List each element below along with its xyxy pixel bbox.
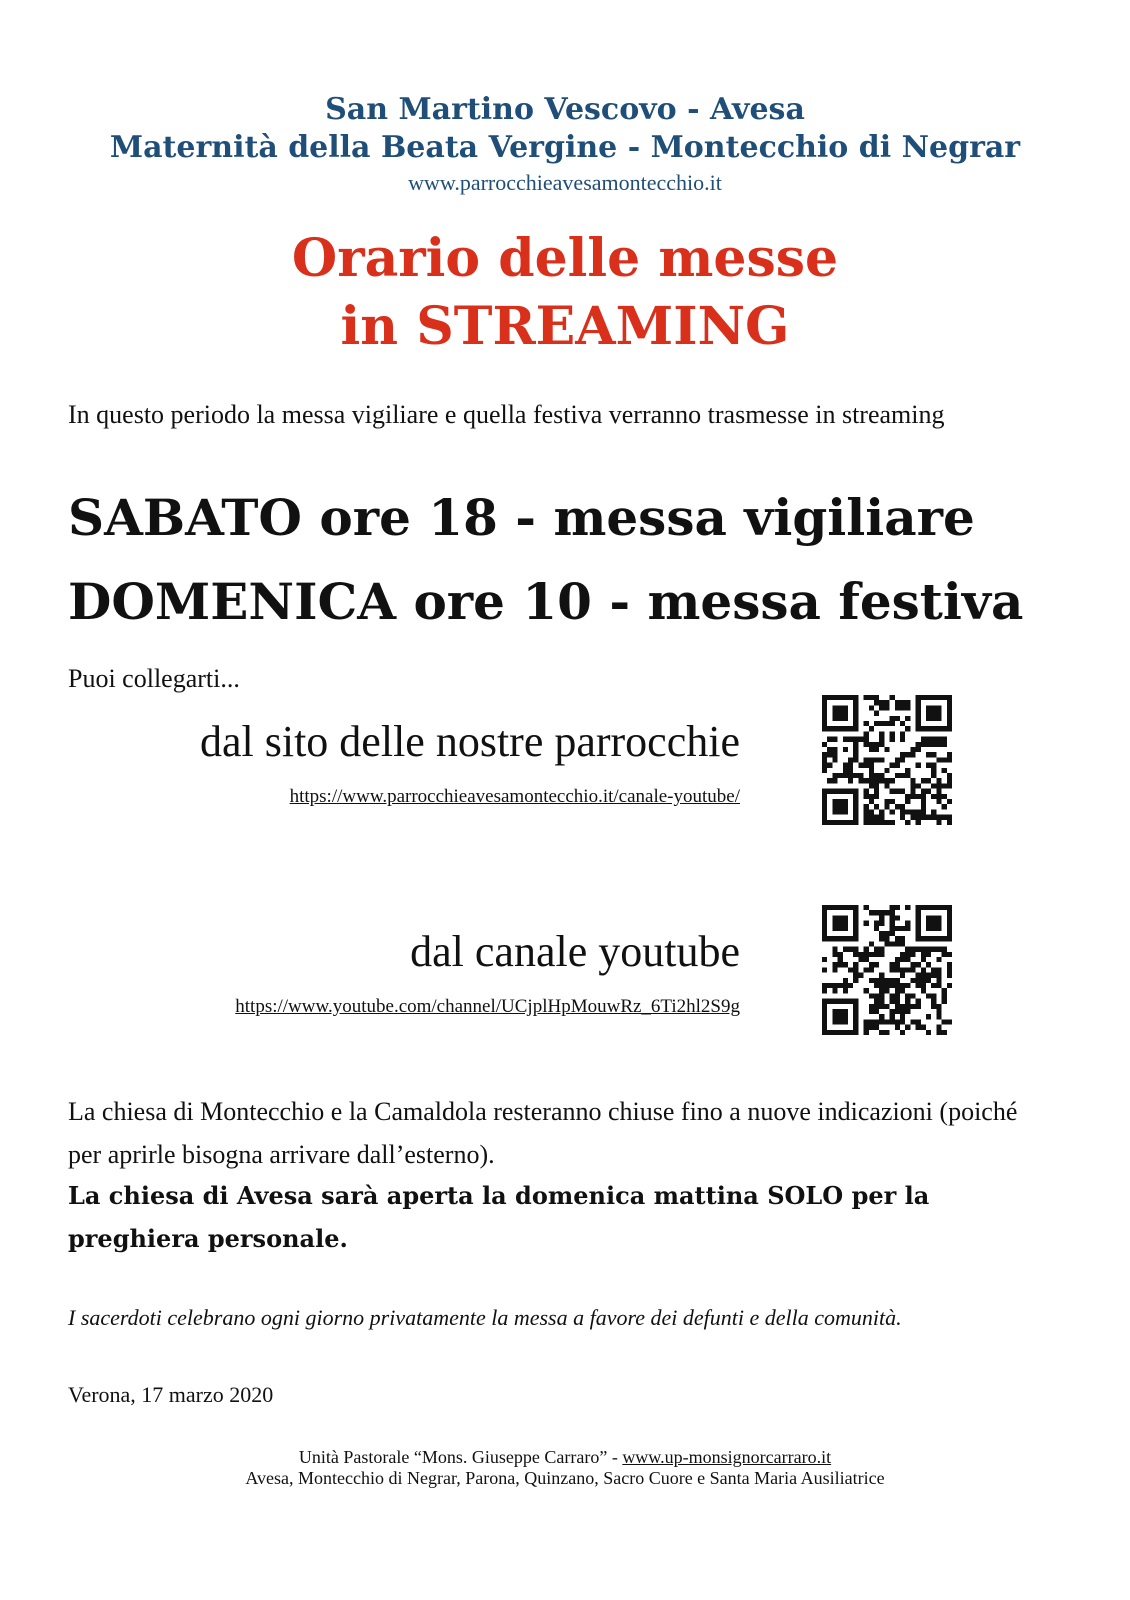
footer-unit-text: Unità Pastorale “Mons. Giuseppe Carraro” -	[298, 1447, 623, 1467]
date-line: Verona, 17 marzo 2020	[68, 1382, 274, 1407]
source-youtube-label: dal canale youtube	[410, 927, 740, 976]
notice-avesa-open: La chiesa di Avesa sarà aperta la domenica mattina SOLO per la preghiera personale.	[68, 1181, 930, 1253]
source-parish-site-label: dal sito delle nostre parrocchie	[199, 717, 740, 766]
footer-parishes: Avesa, Montecchio di Negrar, Parona, Quinzano, Sacro Cuore e Santa Maria Ausiliatrice	[245, 1468, 885, 1488]
connect-label: Puoi collegarti...	[68, 664, 240, 693]
source-parish-site-link[interactable]: https://www.parrocchieavesamontecchio.it/canale-youtube/	[289, 786, 740, 807]
qr-code-icon	[822, 905, 952, 1035]
schedule-sunday: DOMENICA ore 10 - messa festiva	[68, 572, 1024, 631]
page-title-line-2: in STREAMING	[340, 296, 790, 357]
page-title-line-1: Orario delle messe	[291, 228, 839, 289]
footer-unit	[0, 1447, 1130, 1468]
source-youtube-link[interactable]: https://www.youtube.com/channel/UCjplHpMouwRz_6Ti2hl2S9g	[235, 996, 740, 1017]
qr-code-icon	[822, 695, 952, 825]
footer-unit-link[interactable]: www.up-monsignorcarraro.it	[622, 1447, 832, 1467]
parish-website[interactable]: www.parrocchieavesamontecchio.it	[408, 170, 722, 195]
notice-closed-churches: La chiesa di Montecchio e la Camaldola resteranno chiuse fino a nuove indicazioni (poiché per aprirle bisogna arrivare dall’esterno).	[68, 1097, 1018, 1169]
parish-name-montecchio: Maternità della Beata Vergine - Montecchio di Negrar	[109, 130, 1021, 165]
schedule-saturday: SABATO ore 18 - messa vigiliare	[68, 488, 975, 547]
parish-name-avesa: San Martino Vescovo - Avesa	[325, 92, 805, 127]
notice-priests: I sacerdoti celebrano ogni giorno privatamente la messa a favore dei defunti e della comunità.	[68, 1305, 902, 1330]
intro-text: In questo periodo la messa vigiliare e quella festiva verranno trasmesse in streaming	[68, 400, 945, 429]
